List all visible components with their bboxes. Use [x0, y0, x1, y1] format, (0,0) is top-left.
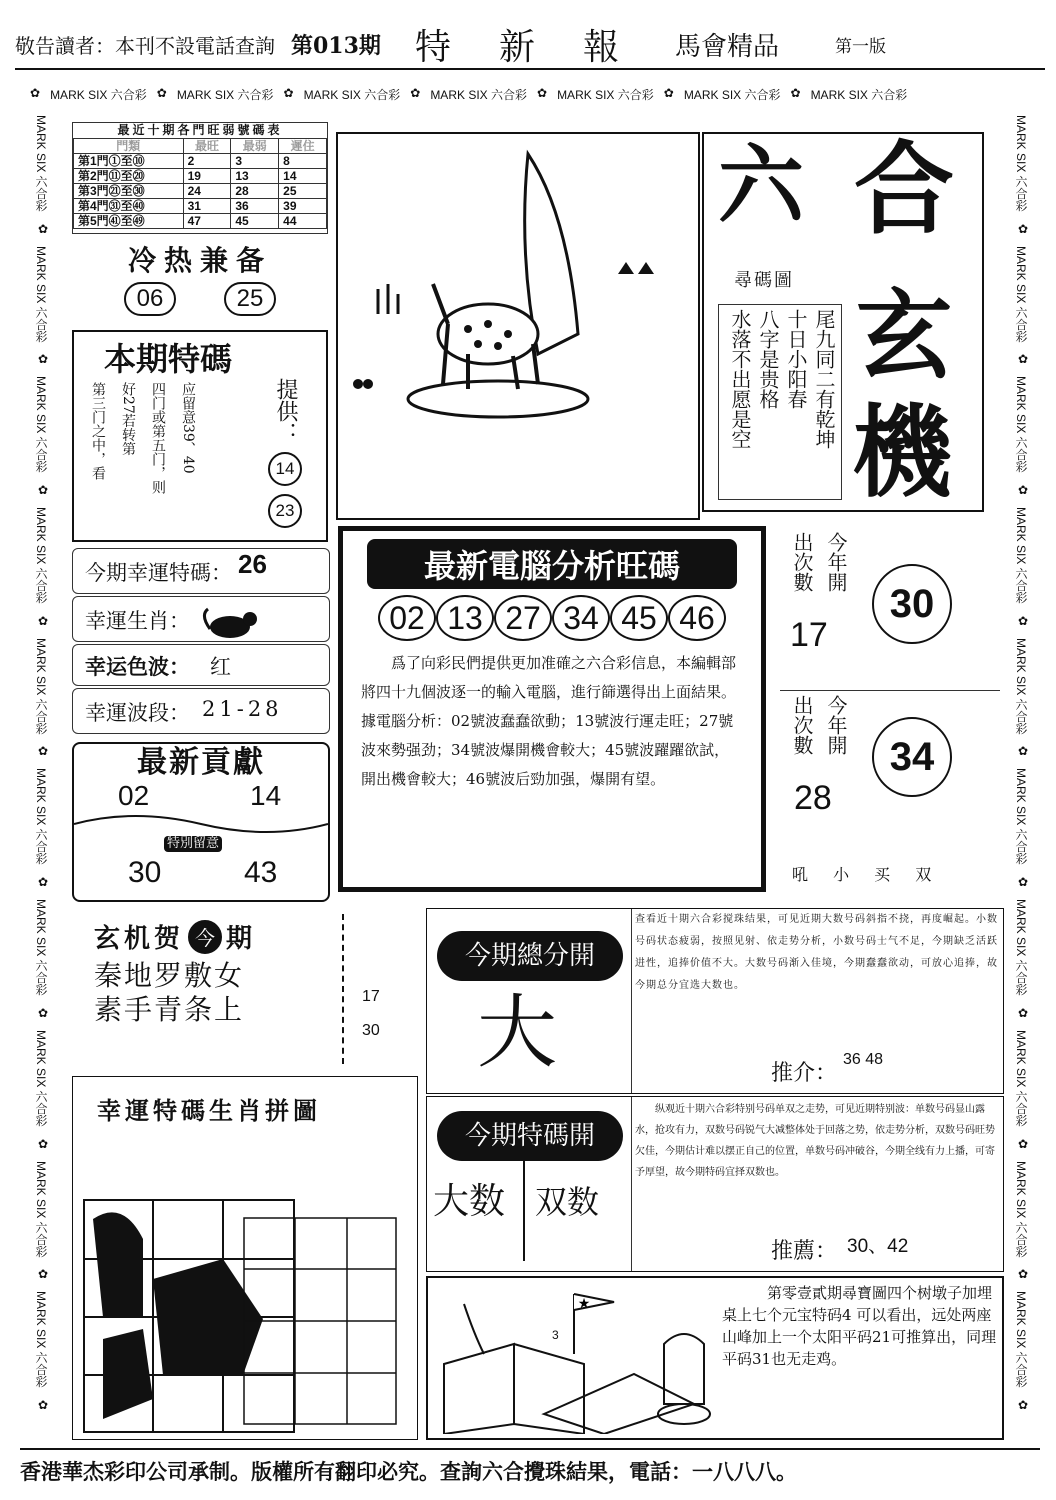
- cell: 45: [231, 214, 279, 229]
- contrib-number: 43: [244, 856, 278, 889]
- svg-text:★: ★: [577, 1296, 591, 1312]
- strip-text: MARK SIX 六合彩: [430, 88, 527, 102]
- puzzle-title: 幸運特碼生肖拼圖: [97, 1096, 321, 1125]
- lucky-number-label: 今期幸運特碼：: [85, 561, 232, 585]
- title-char: 合: [854, 130, 954, 248]
- stats-count: 17: [790, 616, 828, 654]
- deer-illustration: [336, 132, 700, 520]
- strip-text: MARK SIX 六合彩: [1014, 1029, 1028, 1127]
- xuanji-panel: [72, 908, 402, 1068]
- subtitle: 尋碼圖: [734, 270, 794, 291]
- strip-text: MARK SIX 六合彩: [1014, 376, 1028, 474]
- spec-result: 双数: [535, 1183, 600, 1221]
- flower-icon: ✿: [36, 744, 50, 759]
- special-code-panel: [72, 330, 328, 542]
- flower-icon: ✿: [1016, 221, 1030, 236]
- special-col: 四门或第五门，则: [150, 382, 166, 494]
- wave-decoration: [74, 812, 328, 836]
- cell: 8: [279, 154, 327, 169]
- strip-text: MARK SIX 六合彩: [1014, 899, 1028, 996]
- total-panel: [426, 908, 1004, 1094]
- cell: 25: [279, 184, 327, 199]
- cell: 第4門㉛至㊵: [74, 199, 184, 214]
- flower-icon: ✿: [36, 1005, 50, 1020]
- flower-icon: ✿: [36, 613, 50, 628]
- poem-line: 十日小阳春: [784, 309, 808, 409]
- flag-number: 3: [552, 1328, 559, 1342]
- strip-text: MARK SIX 六合彩: [34, 1291, 48, 1388]
- rec-value: 30、42: [847, 1236, 909, 1257]
- brand: 馬會精品: [674, 31, 779, 62]
- mark-six-strip-right: [1010, 115, 1030, 1435]
- strip-text: MARK SIX 六合彩: [1014, 245, 1028, 343]
- cell: 第1門①至⑩: [74, 154, 184, 169]
- hint-text: 吼 小 买 双: [792, 865, 942, 884]
- cell: 19: [183, 169, 231, 184]
- flower-icon: ✿: [790, 86, 801, 100]
- lucky-range: 21-28: [202, 697, 283, 721]
- strip-text: MARK SIX 六合彩: [34, 245, 48, 343]
- number-ball: 25: [224, 282, 276, 316]
- strip-text: MARK SIX 六合彩: [810, 88, 908, 102]
- rec-label: 推薦：: [771, 1239, 838, 1264]
- cell: 第5門㊶至㊾: [74, 214, 184, 229]
- strip-text: MARK SIX 六合彩: [683, 88, 781, 102]
- hot-cold-title: 冷热兼备: [127, 244, 272, 277]
- spec-open-text: 纵观近十期六合彩特别号码单双之走势，可见近期特别波：单数号码显山露水，抢攻有力，双数号码锐气大减整体处于回落之势，依走势分析，双数号码旺势欠佳，今期估计难以摆正自己的位置，单数号码冲破谷，今期全线有力上播，可寄予厚望，故今期特码宜择双数也。: [635, 1104, 995, 1178]
- cell: 24: [183, 184, 231, 199]
- stats-label: 出次數: [790, 532, 814, 592]
- strip-text: MARK SIX 六合彩: [34, 637, 48, 735]
- total-result: 大: [477, 986, 557, 1079]
- strip-text: MARK SIX 六合彩: [34, 899, 48, 996]
- table-row: [74, 214, 327, 229]
- lucky-range-row: [72, 688, 330, 734]
- flower-icon: ✿: [36, 1136, 50, 1151]
- special-title: 本期特碼: [104, 340, 233, 378]
- stats-count: 28: [794, 779, 832, 817]
- computer-text: 爲了向彩民們提供更加准確之六合彩信息，本編輯部將四十九個波逐一的輸入電腦，進行篩選得出上面結果。據電腦分析：02號波蠢蠢欲動；13號波行運走旺；27號波來勢强劲；34號波爆開機會較大；45號波躍躍欲試，開出機會較大；46號波后勁加强，爆開有望。: [361, 654, 737, 788]
- hot-cold-panel: [100, 244, 300, 324]
- title-char: 六: [718, 135, 804, 236]
- puzzle-grid-right: [243, 1217, 399, 1427]
- number-ball: 23: [268, 494, 302, 528]
- strip-text: MARK SIX 六合彩: [1014, 637, 1028, 735]
- flower-icon: ✿: [1016, 613, 1030, 628]
- flower-icon: ✿: [36, 875, 50, 890]
- strip-text: MARK SIX 六合彩: [34, 1029, 48, 1127]
- poem-scroll: [718, 304, 842, 500]
- flower-icon: ✿: [1016, 1136, 1030, 1151]
- flower-icon: ✿: [537, 86, 548, 100]
- strip-text: MARK SIX 六合彩: [1014, 1291, 1028, 1388]
- flower-icon: ✿: [663, 86, 674, 100]
- header: [15, 20, 1045, 70]
- table-title: 最近十期各門旺弱號碼表: [117, 123, 283, 137]
- badge: 期: [226, 924, 253, 954]
- lucky-color: 红: [210, 655, 231, 679]
- number-ball: 06: [124, 282, 176, 316]
- poem-line: 素手青条上: [94, 993, 245, 1026]
- flower-icon: ✿: [1016, 483, 1030, 498]
- computer-analysis-panel: [338, 526, 766, 892]
- lucky-number-row: [72, 548, 330, 594]
- treasure-panel: [426, 1276, 1004, 1440]
- cell: 3: [231, 154, 279, 169]
- title-char: 機: [852, 393, 952, 511]
- door-table-panel: [72, 122, 328, 234]
- flower-icon: ✿: [156, 86, 167, 100]
- special-open-panel: [426, 1096, 1004, 1272]
- contrib-number: 14: [250, 780, 282, 811]
- lucky-number: 26: [238, 549, 267, 579]
- number-ball: 27: [494, 595, 552, 641]
- flower-icon: ✿: [410, 86, 421, 100]
- poem-line: 八字是贵格: [756, 309, 780, 409]
- flower-icon: ✿: [36, 352, 50, 367]
- flower-icon: ✿: [36, 1267, 50, 1282]
- bamboo-divider: [342, 914, 344, 1064]
- issue-number: 第013期: [291, 32, 381, 59]
- flower-icon: ✿: [1016, 875, 1030, 890]
- contrib-note: 特別留意: [164, 836, 222, 852]
- cell: 14: [279, 169, 327, 184]
- poem-line: 尾九同二有乾坤: [812, 309, 836, 449]
- door-table: [73, 138, 327, 229]
- cell: 31: [183, 199, 231, 214]
- col-header: 遲住: [279, 139, 327, 154]
- table-row: [74, 184, 327, 199]
- strip-text: MARK SIX 六合彩: [34, 507, 48, 604]
- lucky-panel: [72, 548, 330, 738]
- strip-text: MARK SIX 六合彩: [34, 768, 48, 866]
- cell: 47: [183, 214, 231, 229]
- deer-icon: [338, 134, 698, 518]
- lucky-zodiac-row: [72, 596, 330, 642]
- flower-icon: ✿: [283, 86, 294, 100]
- strip-text: MARK SIX 六合彩: [1014, 1160, 1028, 1258]
- total-title: 今期總分開: [437, 931, 623, 981]
- flower-icon: ✿: [1016, 744, 1030, 759]
- flower-icon: ✿: [1016, 1267, 1030, 1282]
- stats-label: 今年開: [824, 532, 848, 592]
- flower-icon: ✿: [1016, 352, 1030, 367]
- number-ball: 02: [378, 595, 436, 641]
- strip-text: MARK SIX 六合彩: [1014, 768, 1028, 866]
- flower-icon: ✿: [36, 483, 50, 498]
- flower-icon: ✿: [36, 221, 50, 236]
- contrib-number: 02: [118, 780, 150, 811]
- lucky-zodiac-label: 幸運生肖：: [85, 609, 190, 633]
- liuhe-xuanji-panel: [702, 132, 984, 512]
- xuanji-number: 30: [362, 1022, 380, 1039]
- special-col: 好27若转第: [120, 382, 136, 456]
- col-header: 最旺: [183, 139, 231, 154]
- treasure-illustration: [434, 1284, 714, 1434]
- number-ball: 45: [610, 595, 668, 641]
- col-header: 門類: [74, 139, 184, 154]
- total-text: 查看近十期六合彩搅珠结果，可见近期大数号码斜指不挠，再度崛起。小数号码状态疲弱，按照见射、依走势分析，小数号码士气不足，今期缺乏活跃进性，追捧价值不大。大数号码渐入佳境，今期蠢蠢欲动，可放心追捧，故今期总分宜选大数也。: [635, 914, 998, 991]
- cell: 第3門㉑至㉚: [74, 184, 184, 199]
- computer-title: 最新電腦分析旺碼: [367, 539, 737, 589]
- number-ball: 46: [668, 595, 726, 641]
- number-ball: 13: [436, 595, 494, 641]
- xuanji-number: 17: [362, 988, 380, 1005]
- cell: 13: [231, 169, 279, 184]
- poem-line: 秦地罗敷女: [94, 959, 245, 992]
- number-ball: 30: [872, 564, 952, 644]
- flower-icon: ✿: [36, 1397, 50, 1412]
- mark-six-strip-left: [30, 115, 50, 1435]
- rec-label: 推介：: [771, 1061, 838, 1086]
- treasure-text: 第零壹貳期尋寶圖四个树墩子加埋桌上七个元宝特码4 可以看出，远处两座山峰加上一个太阳平码21可推算出，同理平码31也无走鸡。: [722, 1284, 997, 1368]
- cell: 2: [183, 154, 231, 169]
- flower-icon: ✿: [30, 86, 41, 100]
- xuanji-title: 玄机贺: [94, 924, 185, 954]
- number-ball: 34: [872, 717, 952, 797]
- number-ball: 14: [268, 452, 302, 486]
- stats-panel-1: [780, 528, 1000, 668]
- page-title: 特 新 報: [414, 26, 625, 68]
- strip-text: MARK SIX 六合彩: [1014, 115, 1028, 212]
- notice: 敬告讀者：本刊不設電話查詢: [15, 33, 275, 58]
- table-row: [74, 169, 327, 184]
- strip-text: MARK SIX 六合彩: [1014, 507, 1028, 604]
- zodiac-puzzle-panel: [72, 1076, 418, 1440]
- contrib-number: 30: [128, 856, 162, 889]
- stats-label: 出次數: [790, 695, 814, 755]
- spec-result: 大数: [433, 1181, 506, 1222]
- spec-open-title: 今期特碼開: [437, 1111, 623, 1161]
- strip-text: MARK SIX 六合彩: [34, 1160, 48, 1258]
- edition: 第一版: [834, 36, 886, 57]
- strip-text: MARK SIX 六合彩: [34, 376, 48, 474]
- mark-six-strip-top: [30, 86, 1030, 106]
- table-row: [74, 154, 327, 169]
- rat-icon: [200, 605, 270, 641]
- stats-label: 今年開: [824, 695, 848, 755]
- col-header: 最弱: [231, 139, 279, 154]
- title-char: 玄: [856, 279, 952, 392]
- lucky-range-label: 幸運波段：: [85, 701, 190, 725]
- lucky-color-row: [72, 644, 330, 686]
- poem-line: 水落不出愿是空: [728, 309, 752, 449]
- computer-numbers: [343, 595, 761, 641]
- cell: 36: [231, 199, 279, 214]
- special-col: 第三门之中，看: [90, 382, 106, 480]
- strip-text: MARK SIX 六合彩: [50, 88, 147, 102]
- cell: 44: [279, 214, 327, 229]
- flower-icon: ✿: [1016, 1005, 1030, 1020]
- special-col: 应留意39、40: [180, 382, 196, 474]
- lucky-color-label: 幸运色波：: [85, 654, 190, 679]
- cell: 第2門⑪至⑳: [74, 169, 184, 184]
- footer: 香港華杰彩印公司承制。版權所有翻印必究。查詢六合攪珠結果，電話：一八八八。: [20, 1448, 1040, 1486]
- rec-value: 36 48: [843, 1051, 884, 1068]
- flower-icon: ✿: [1016, 1397, 1030, 1412]
- strip-text: MARK SIX 六合彩: [176, 88, 274, 102]
- number-ball: 34: [552, 595, 610, 641]
- contrib-title: 最新貢獻: [137, 745, 265, 780]
- strip-text: MARK SIX 六合彩: [303, 88, 401, 102]
- strip-text: MARK SIX 六合彩: [557, 88, 654, 102]
- cell: 39: [279, 199, 327, 214]
- table-row: [74, 199, 327, 214]
- strip-text: MARK SIX 六合彩: [34, 115, 48, 212]
- contribution-panel: [72, 742, 330, 902]
- cell: 28: [231, 184, 279, 199]
- badge: 今: [188, 920, 222, 954]
- stats-panel-2: [780, 690, 1000, 830]
- provide-label: 提供：: [273, 378, 298, 444]
